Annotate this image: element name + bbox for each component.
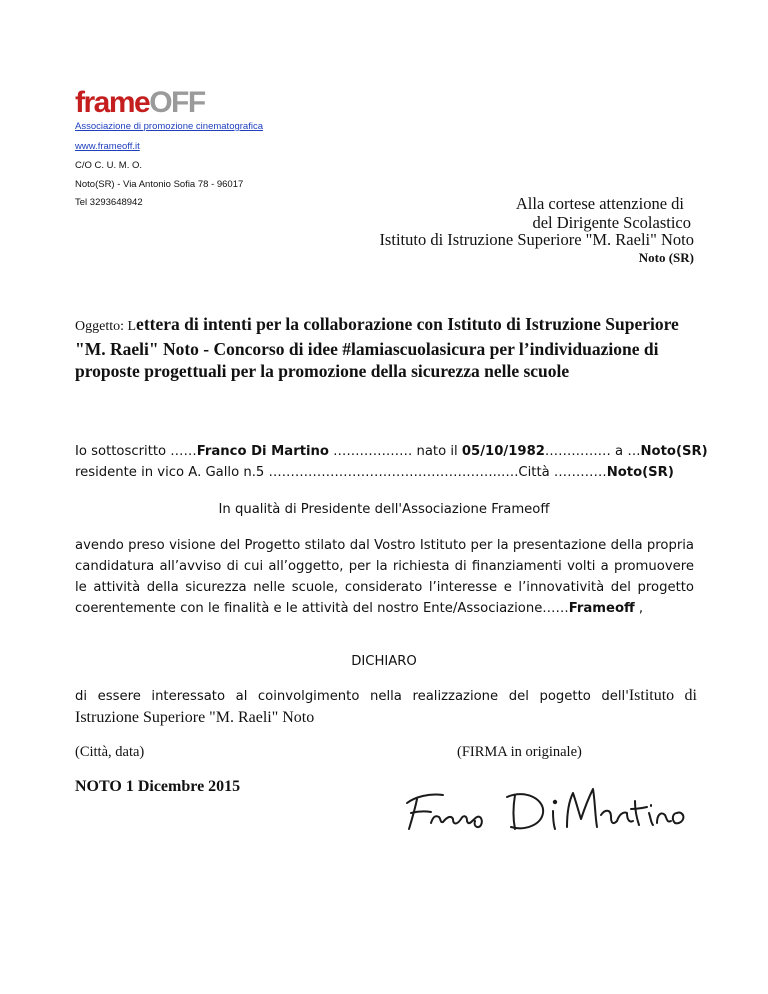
association-phone: Tel 3293648942 bbox=[75, 197, 143, 208]
residence-text: residente in vico A. Gallo n.5 ……………………………………………..….Città ………… bbox=[75, 465, 607, 480]
frameoff-logo bbox=[75, 88, 205, 118]
addressee-line-3: Istituto di Istruzione Superiore "M. Raeli" Noto bbox=[379, 230, 694, 249]
declarant-text-b: ……………… nato il bbox=[328, 444, 462, 459]
declaration-heading: DICHIARO bbox=[351, 654, 417, 669]
subject-text: ettera di intenti per la collaborazione con Istituto di Istruzione Superiore "M. Raeli" Noto - Concorso di idee #lamiascuolasicura per l’individuazione di proposte progettuali per la promozione della sicurezza nelle scuole bbox=[75, 314, 679, 381]
subject bbox=[75, 313, 695, 382]
addressee-line-2: del Dirigente Scolastico bbox=[532, 213, 691, 232]
interest-institute: Istituto di Istruzione Superiore "M. Raeli" Noto bbox=[75, 687, 697, 726]
role-line: In qualità di Presidente dell'Associazione Frameoff bbox=[218, 502, 550, 517]
intent-paragraph bbox=[75, 535, 694, 619]
declarant-text-c: …………… a … bbox=[544, 444, 641, 459]
website-link[interactable] bbox=[75, 141, 140, 153]
city-date-label: (Città, data) bbox=[75, 744, 145, 760]
declarant-line-2 bbox=[75, 462, 705, 483]
paragraph-tail: , bbox=[634, 601, 644, 616]
signature-label: (FIRMA in originale) bbox=[457, 744, 582, 760]
addressee-line-4: Noto (SR) bbox=[638, 250, 694, 265]
association-address: Noto(SR) - Via Antonio Sofia 78 - 96017 bbox=[75, 179, 244, 190]
declarant-name: Franco Di Martino bbox=[196, 444, 329, 459]
paragraph-text: avendo preso visione del Progetto stilato dal Vostro Istituto per la presentazione della propria candidatura all’avviso di cui all’oggetto, per la richiesta di finanziamenti volti a promuovere le attività della sicurezza nelle scuole, considerato l’interesse e l’innovatività del progetto coerentemente con le finalità e le attività del nostro Ente/Associazione…… bbox=[75, 538, 694, 616]
birth-place: Noto(SR) bbox=[640, 444, 708, 459]
association-tagline-link[interactable] bbox=[75, 121, 263, 133]
addressee-line-1: Alla cortese attenzione di bbox=[515, 194, 684, 213]
website-url[interactable]: www.frameoff.it bbox=[75, 141, 140, 152]
signature-drawing bbox=[395, 765, 695, 850]
interest-text: di essere interessato al coinvolgimento nella realizzazione del pogetto dell' bbox=[75, 689, 629, 704]
place-and-date: NOTO 1 Dicembre 2015 bbox=[75, 778, 241, 795]
handwritten-signature bbox=[395, 765, 695, 850]
residence-city: Noto(SR) bbox=[606, 465, 674, 480]
care-of: C/O C. U. M. O. bbox=[75, 160, 143, 171]
subject-prefix: Oggetto: L bbox=[75, 319, 137, 334]
interest-statement bbox=[75, 685, 697, 729]
declarant-line-1 bbox=[75, 441, 708, 462]
organization-name: Frameoff bbox=[568, 601, 635, 616]
logo-frame-text: frame bbox=[75, 86, 150, 119]
association-tagline[interactable]: Associazione di promozione cinematografica bbox=[75, 121, 263, 132]
logo-off-text: OFF bbox=[149, 86, 205, 119]
declarant-text-a: Io sottoscritto …… bbox=[75, 444, 197, 459]
birth-date: 05/10/1982 bbox=[461, 444, 545, 459]
